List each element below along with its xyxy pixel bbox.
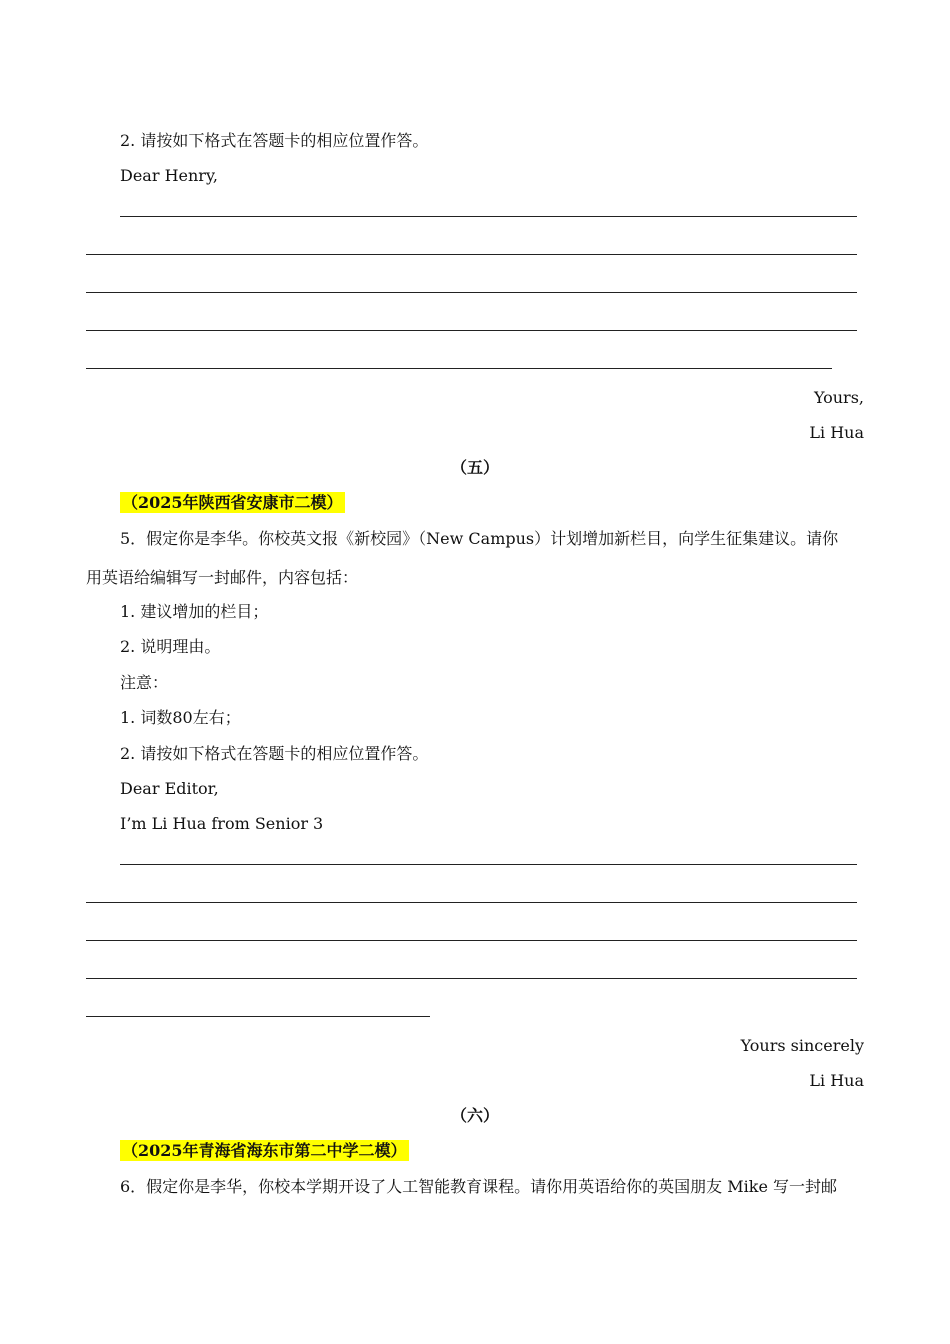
content-point: 1. 建议增加的栏目； — [120, 602, 269, 621]
content-point: 2. 说明理由。 — [120, 637, 221, 656]
answer-line[interactable] — [86, 254, 857, 255]
source-highlight: （2025年陕西省安康市二模） — [122, 493, 343, 512]
answer-line[interactable] — [86, 330, 857, 331]
answer-line[interactable] — [86, 1016, 430, 1017]
letter-closing: Yours, — [813, 388, 864, 407]
answer-line[interactable] — [86, 292, 857, 293]
letter-signature: Li Hua — [809, 423, 864, 442]
answer-line[interactable] — [86, 978, 857, 979]
section-heading: （六） — [450, 1106, 499, 1125]
section-heading: （五） — [450, 458, 499, 477]
prompt-text: 6．假定你是李华，你校本学期开设了人工智能教育课程。请你用英语给你的英国朋友 Mike 写一封邮 — [120, 1177, 838, 1196]
prompt-text: 用英语给编辑写一封邮件，内容包括： — [86, 568, 359, 587]
letter-greeting: Dear Editor, — [120, 779, 219, 798]
note-label: 注意： — [120, 673, 169, 692]
letter-closing: Yours sincerely — [740, 1036, 864, 1055]
answer-line[interactable] — [86, 940, 857, 941]
answer-line[interactable] — [120, 216, 857, 217]
answer-line[interactable] — [86, 368, 832, 369]
source-tag — [120, 493, 345, 513]
letter-opening: I’m Li Hua from Senior 3 — [120, 814, 324, 833]
letter-greeting: Dear Henry, — [120, 166, 218, 185]
format-note: 2. 请按如下格式在答题卡的相应位置作答。 — [120, 131, 429, 150]
prompt-text: 5．假定你是李华。你校英文报《新校园》（New Campus）计划增加新栏目，向学生征集建议。请你 — [120, 529, 839, 548]
answer-line[interactable] — [120, 864, 857, 865]
note-item: 2. 请按如下格式在答题卡的相应位置作答。 — [120, 744, 429, 763]
source-tag — [120, 1141, 409, 1161]
letter-signature: Li Hua — [809, 1071, 864, 1090]
answer-line[interactable] — [86, 902, 857, 903]
note-item: 1. 词数80左右； — [120, 708, 241, 727]
source-highlight: （2025年青海省海东市第二中学二模） — [122, 1141, 407, 1160]
